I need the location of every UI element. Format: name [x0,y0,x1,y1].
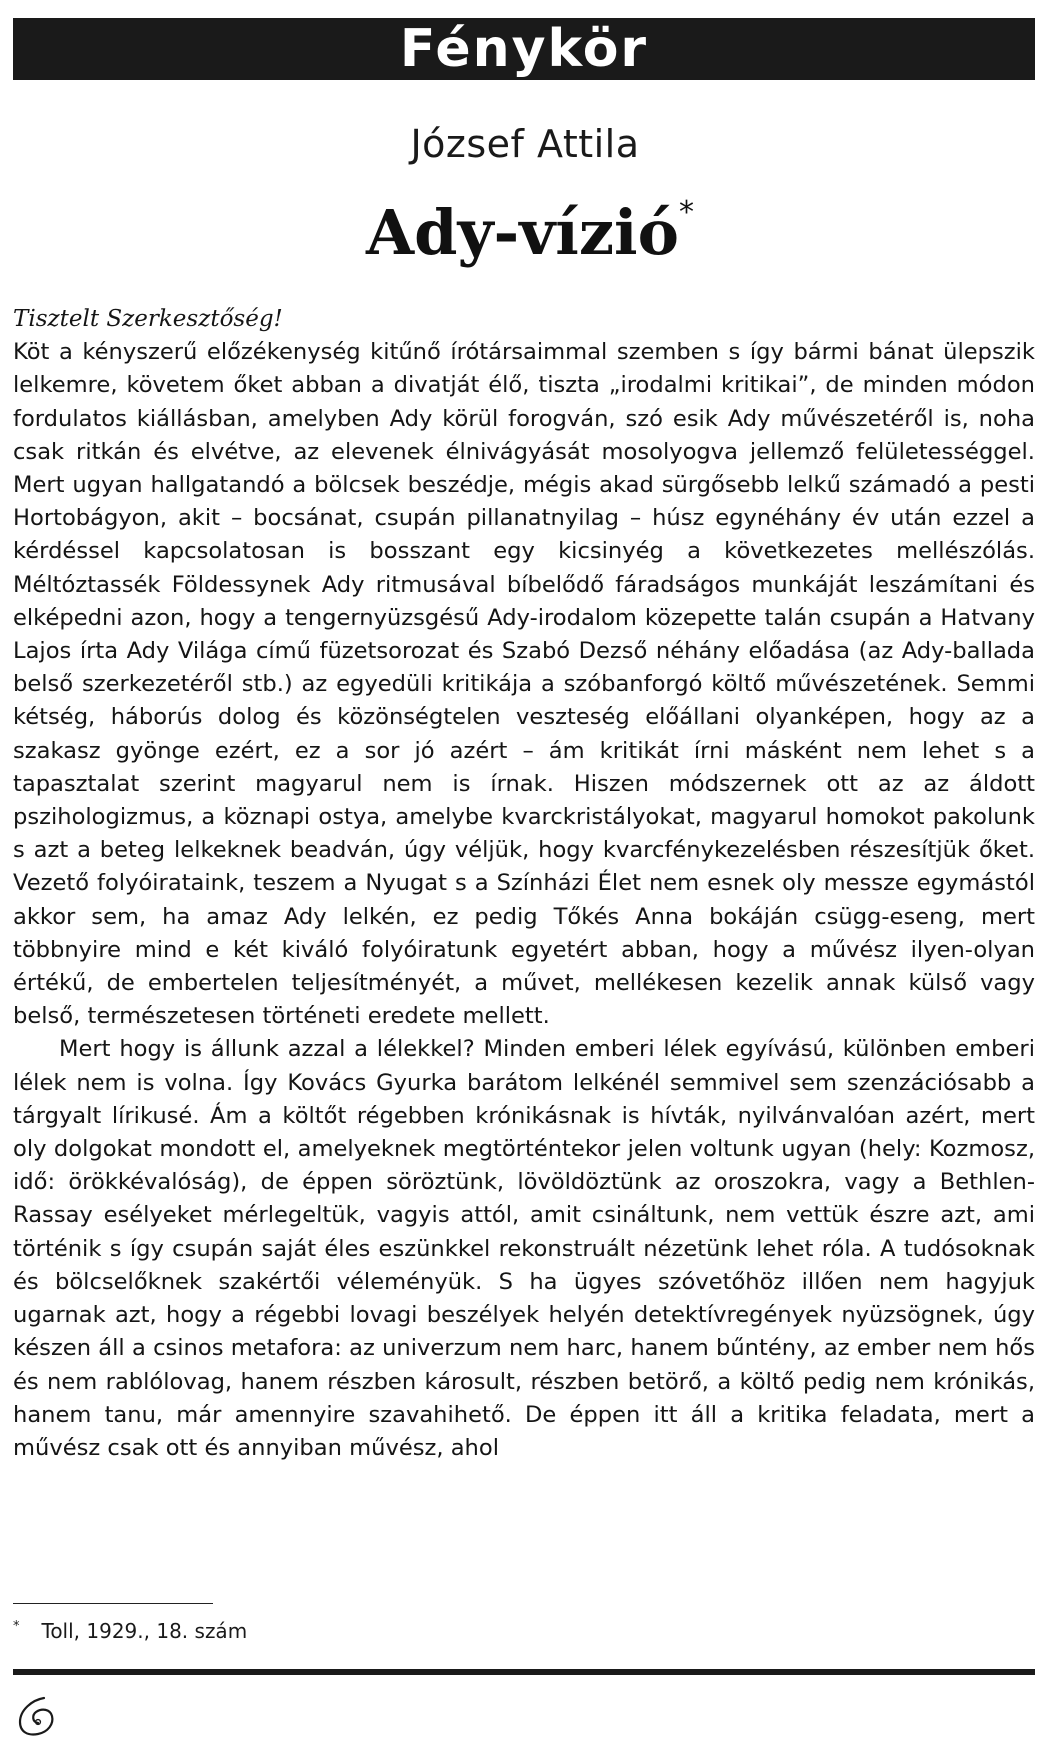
article-body [13,303,1035,1465]
footnote [13,1619,613,1643]
article-title: Ady-vízió [366,196,679,269]
bottom-rule [13,1669,1035,1675]
article-title-block [300,195,760,269]
footnote-reference-mark: * [678,195,694,230]
section-title: Fénykör [399,19,649,79]
paragraph-2: Mert hogy is állunk azzal a lélekkel? Minden emberi lélek egyívású, különben emberi lélek nem is volna. Így Kovács Gyurka barátom lelkénél semmivel sem szenzációsabb a tárgyalt lírikusé. Ám a költőt régebben krónikásnak is hívták, nyilvánvalóan azért, mert oly dolgokat mondott el, amelyeknek megtörténtekor jelen voltunk ugyan (hely: Kozmosz, idő: örökkévalóság), de éppen söröztünk, lövöldöztünk az oroszokra, vagy a Bethlen-Rassay esélyeket mérlegeltük, vagyis attól, amit csináltunk, nem vettük észre azt, ami történik s így csupán saját éles eszünkkel rekonstruált nézetünk lehet róla. A tudósoknak és bölcselőknek szakértői véleményük. S ha ügyes szóvetőhöz illően nem hagyjuk ugarnak azt, hogy a régebbi lovagi beszélyek helyén detektívregények nyüzsögnek, úgy készen áll a csinos metafora: az univerzum nem harc, hanem bűntény, az ember nem hős és nem rablólovag, hanem részben károsult, részben betörő, a költő pedig nem krónikás, hanem tanu, már amennyire szavahihető. De éppen itt áll a kritika feladata, mert a művész csak ott és annyiban művész, ahol [13,1036,1035,1461]
footnote-mark: * [13,1619,20,1634]
footnote-divider [13,1603,213,1604]
paragraph-1: Köt a kényszerű előzékenység kitűnő írótársaimmal szemben s így bármi bánat ülepszik lelkemre, követem őket abban a divatját élő, tiszta „irodalmi kritikai”, de minden módon fordulatos kiállásban, amelyben Ady körül forogván, szó esik Ady művészetéről is, noha csak ritkán és elvétve, az elevenek élnivágyását mosolyogva jellemző felületességgel. Mert ugyan hallgatandó a bölcsek beszédje, mégis akad sürgősebb lelkű számadó a pesti Hortobágyon, akit – bocsánat, csupán pillanatnyilag – húsz egynéhány év után ezzel a kérdéssel kapcsolatosan is bosszant egy kicsinyég a következetes mellészólás. Méltóztassék Földessynek Ady ritmusával bíbelődő fáradságos munkáját leszámítani és elképedni azon, hogy a tengernyüzsgésű Ady-irodalom közepette talán csupán a Hatvany Lajos írta Ady Világa című füzetsorozat és Szabó Dezső néhány előadása (az Ady-ballada belső szerkezetéről stb.) az egyedüli kritikája a szóbanforgó költő művészetének. Semmi kétség, háborús dolog és közönségtelen veszteség előállani olyanképen, hogy az a szakasz gyönge ezért, ez a sor jó azért – ám kritikát írni másként nem lehet s a tapasztalat szerint magyarul nem is írnak. Hiszen módszernek ott az az áldott pszihologizmus, a köznapi ostya, amelybe kvarckristályokat, magyarul homokot pakolunk s azt a beteg lelkeknek beadván, úgy véljük, hogy kvarcfénykezelésben részesítjük őket. Vezető folyóirataink, teszem a Nyugat s a Színházi Élet nem esnek oly messze egymástól akkor sem, ha amaz Ady lelkén, ez pedig Tőkés Anna bokáján csügg-eseng, mert többnyire mind e két kiváló folyóiratunk egyetért abban, hogy a művész ilyen-olyan értékű, de embertelen teljesítményét, a művet, mellékesen kezelik annak külső vagy belső, természetesen történeti eredete mellett. [13,339,1035,1030]
page-number-6-icon [14,1692,62,1740]
footnote-text: Toll, 1929., 18. szám [41,1619,248,1643]
section-header-bar [13,18,1035,80]
salutation: Tisztelt Szerkesztőség! [13,306,283,332]
article-author: József Attila [410,122,640,166]
